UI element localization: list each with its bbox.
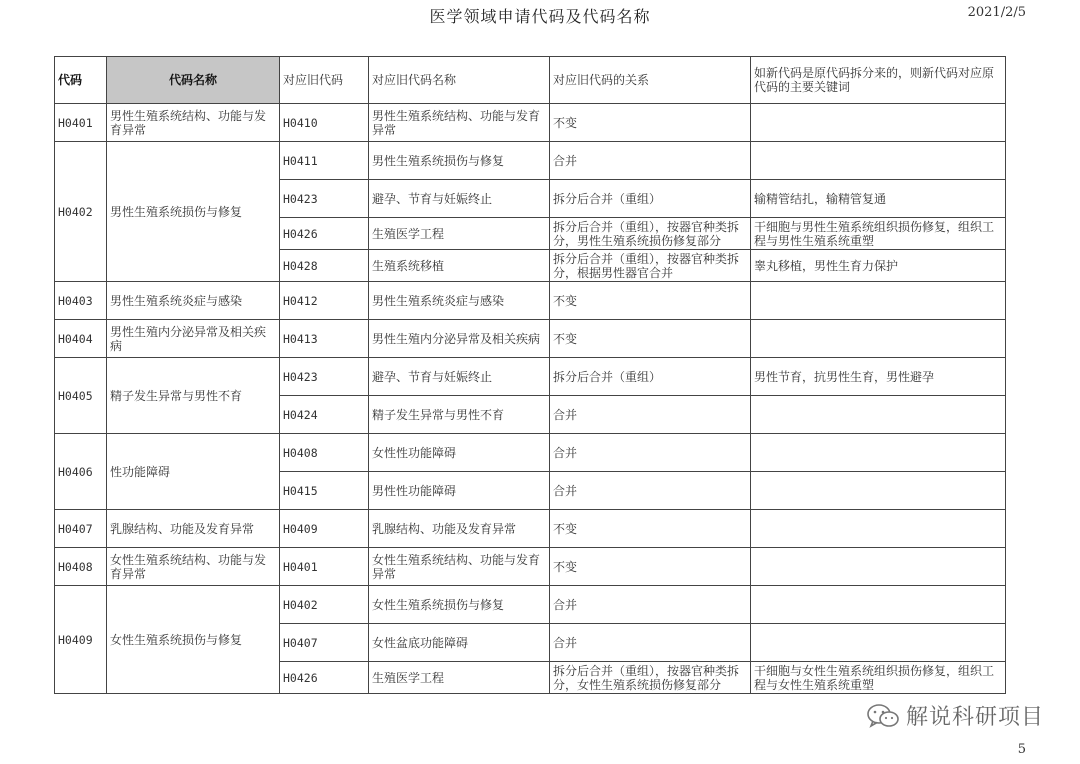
old-name-cell: 乳腺结构、功能及发育异常 [369,510,550,548]
old-name-cell: 男性生殖系统损伤与修复 [369,142,550,180]
old-code-cell: H0415 [280,472,369,510]
relation-cell: 拆分后合并（重组），按器官种类拆分，女性生殖系统损伤修复部分 [550,662,751,694]
old-code-cell: H0412 [280,282,369,320]
header-code: 代码 [55,57,107,104]
table-row [55,142,1006,180]
old-code-cell: H0401 [280,548,369,586]
keywords-cell [751,548,1006,586]
name-cell: 乳腺结构、功能及发育异常 [107,510,280,548]
table-row [55,434,1006,472]
relation-cell: 合并 [550,396,751,434]
old-name-cell: 男性生殖系统炎症与感染 [369,282,550,320]
old-name-cell: 男性生殖内分泌异常及相关疾病 [369,320,550,358]
old-code-cell: H0407 [280,624,369,662]
header-old-code: 对应旧代码 [280,57,369,104]
code-cell: H0401 [55,104,107,142]
old-code-cell: H0411 [280,142,369,180]
code-cell: H0402 [55,142,107,282]
keywords-cell [751,104,1006,142]
relation-cell: 不变 [550,548,751,586]
code-cell: H0404 [55,320,107,358]
old-code-cell: H0426 [280,218,369,250]
keywords-cell [751,320,1006,358]
watermark-text: 解说科研项目 [905,705,1044,730]
relation-cell: 拆分后合并（重组） [550,358,751,396]
relation-cell: 合并 [550,624,751,662]
header-old-name: 对应旧代码名称 [369,57,550,104]
old-name-cell: 女性生殖系统结构、功能与发育异常 [369,548,550,586]
old-name-cell: 避孕、节育与妊娠终止 [369,358,550,396]
relation-cell: 拆分后合并（重组），按器官种类拆分，男性生殖系统损伤修复部分 [550,218,751,250]
relation-cell: 不变 [550,510,751,548]
old-code-cell: H0428 [280,250,369,282]
relation-cell: 合并 [550,586,751,624]
keywords-cell [751,586,1006,624]
relation-cell: 不变 [550,104,751,142]
code-cell: H0409 [55,586,107,694]
old-code-cell: H0423 [280,180,369,218]
keywords-cell: 输精管结扎，输精管复通 [751,180,1006,218]
keywords-cell: 睾丸移植，男性生育力保护 [751,250,1006,282]
keywords-cell: 干细胞与男性生殖系统组织损伤修复，组织工程与男性生殖系统重塑 [751,218,1006,250]
table-row [55,104,1006,142]
code-cell: H0403 [55,282,107,320]
keywords-cell [751,142,1006,180]
keywords-cell [751,510,1006,548]
header-name: 代码名称 [107,57,280,104]
old-name-cell: 男性生殖系统结构、功能与发育异常 [369,104,550,142]
relation-cell: 合并 [550,472,751,510]
code-cell: H0407 [55,510,107,548]
relation-cell: 不变 [550,320,751,358]
relation-cell: 不变 [550,282,751,320]
table-row [55,282,1006,320]
print-date: 2021/2/5 [967,5,1026,20]
code-cell: H0405 [55,358,107,434]
code-cell: H0408 [55,548,107,586]
header-keywords: 如新代码是原代码拆分来的，则新代码对应原代码的主要关键词 [751,57,1006,104]
old-name-cell: 女性生殖系统损伤与修复 [369,586,550,624]
old-code-cell: H0402 [280,586,369,624]
name-cell: 男性生殖系统炎症与感染 [107,282,280,320]
old-name-cell: 避孕、节育与妊娠终止 [369,180,550,218]
old-code-cell: H0426 [280,662,369,694]
code-cell: H0406 [55,434,107,510]
keywords-cell [751,472,1006,510]
relation-cell: 拆分后合并（重组） [550,180,751,218]
table-row [55,358,1006,396]
page-title: 医学领域申请代码及代码名称 [429,7,651,26]
old-code-cell: H0424 [280,396,369,434]
name-cell: 女性生殖系统损伤与修复 [107,586,280,694]
keywords-cell [751,282,1006,320]
keywords-cell: 男性节育，抗男性生育，男性避孕 [751,358,1006,396]
old-name-cell: 生殖医学工程 [369,662,550,694]
watermark [866,700,1044,731]
table-header-row [55,57,1006,104]
table-row [55,586,1006,624]
old-name-cell: 女性盆底功能障碍 [369,624,550,662]
old-code-cell: H0413 [280,320,369,358]
old-code-cell: H0410 [280,104,369,142]
old-code-cell: H0423 [280,358,369,396]
old-name-cell: 生殖医学工程 [369,218,550,250]
name-cell: 精子发生异常与男性不育 [107,358,280,434]
keywords-cell: 干细胞与女性生殖系统组织损伤修复，组织工程与女性生殖系统重塑 [751,662,1006,694]
keywords-cell [751,396,1006,434]
old-name-cell: 女性性功能障碍 [369,434,550,472]
relation-cell: 合并 [550,434,751,472]
relation-cell: 拆分后合并（重组），按器官种类拆分，根据男性器官合并 [550,250,751,282]
code-mapping-table [54,56,1006,694]
old-code-cell: H0409 [280,510,369,548]
keywords-cell [751,624,1006,662]
old-name-cell: 精子发生异常与男性不育 [369,396,550,434]
header-relation: 对应旧代码的关系 [550,57,751,104]
name-cell: 男性生殖系统结构、功能与发育异常 [107,104,280,142]
name-cell: 女性生殖系统结构、功能与发育异常 [107,548,280,586]
keywords-cell [751,434,1006,472]
table-row [55,510,1006,548]
name-cell: 男性生殖系统损伤与修复 [107,142,280,282]
table-row [55,320,1006,358]
old-name-cell: 男性性功能障碍 [369,472,550,510]
relation-cell: 合并 [550,142,751,180]
name-cell: 性功能障碍 [107,434,280,510]
old-name-cell: 生殖系统移植 [369,250,550,282]
wechat-icon [866,703,900,729]
old-code-cell: H0408 [280,434,369,472]
name-cell: 男性生殖内分泌异常及相关疾病 [107,320,280,358]
table-row [55,548,1006,586]
page-number: 5 [1017,742,1026,757]
